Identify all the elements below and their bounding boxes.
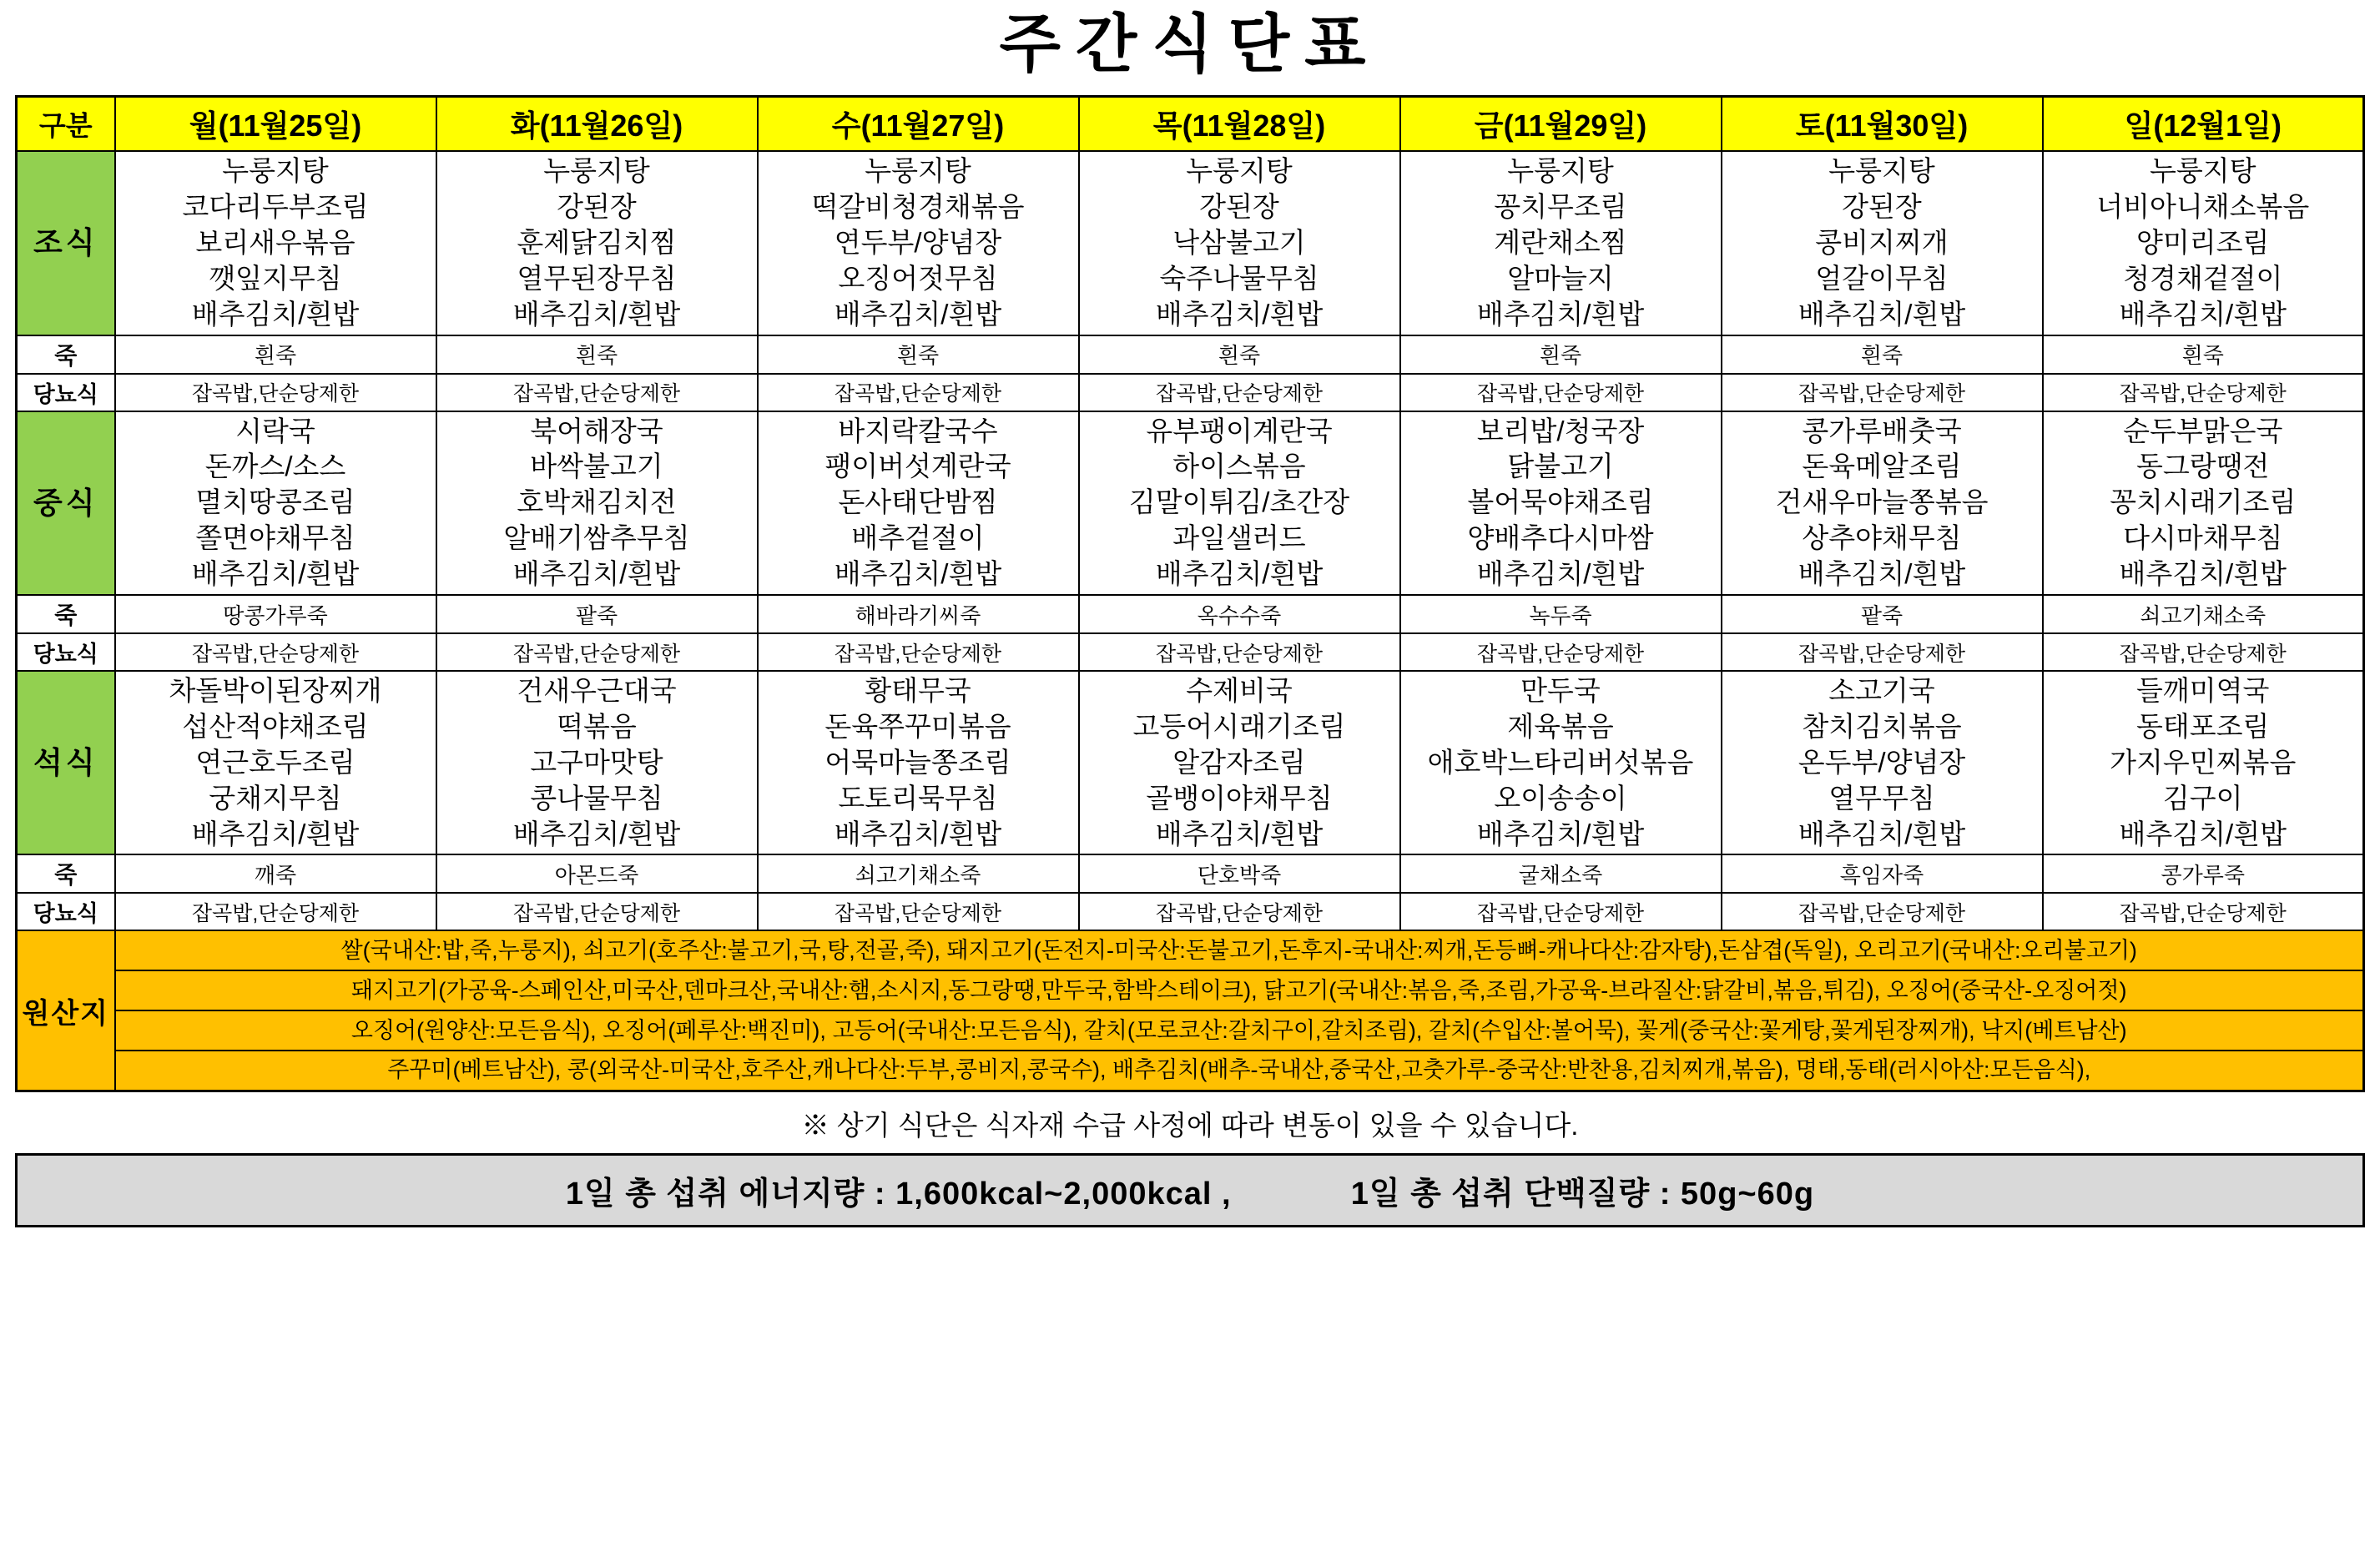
cell-diabetic-mon: 잡곡밥,단순당제한 xyxy=(115,633,436,671)
cell-breakfast-sat xyxy=(1722,151,2043,335)
cell-diabetic-wed: 잡곡밥,단순당제한 xyxy=(758,374,1079,411)
dish: 배추김치/흰밥 xyxy=(1476,818,1645,849)
row-label-origin: 원산지 xyxy=(17,930,115,1091)
header-day-tue: 화(11월26일) xyxy=(436,96,758,151)
dish: 동태포조림 xyxy=(2136,710,2270,742)
dish: 하이스볶음 xyxy=(1172,451,1306,482)
cell-dinner-fri xyxy=(1400,671,1722,854)
cell-porridge-tue: 흰죽 xyxy=(436,335,758,374)
dish: 누룽지탕 xyxy=(1186,155,1293,187)
cell-porridge-tue: 아몬드죽 xyxy=(436,854,758,893)
dish: 배추김치/흰밥 xyxy=(834,298,1002,330)
row-origin-4 xyxy=(17,1051,2364,1091)
dish: 보리새우볶음 xyxy=(195,226,355,258)
cell-lunch-tue xyxy=(436,411,758,595)
row-label-dinner-text: 석식 xyxy=(33,745,98,780)
cell-diabetic-fri: 잡곡밥,단순당제한 xyxy=(1400,893,1722,930)
dish: 동그랑땡전 xyxy=(2136,451,2270,482)
dish: 오이송송이 xyxy=(1494,782,1627,814)
dish: 콩나물무침 xyxy=(530,782,663,814)
dish: 만두국 xyxy=(1520,675,1601,706)
row-label-porridge: 죽 xyxy=(17,335,115,374)
cell-breakfast-wed xyxy=(758,151,1079,335)
dish: 배추김치/흰밥 xyxy=(191,298,360,330)
dish: 고구마맛탕 xyxy=(530,746,663,778)
row-label-diabetic: 당뇨식 xyxy=(17,374,115,411)
dish: 온두부/양념장 xyxy=(1798,746,1966,778)
row-label-diabetic: 당뇨식 xyxy=(17,893,115,930)
cell-porridge-sun: 흰죽 xyxy=(2043,335,2364,374)
row-label-diabetic: 당뇨식 xyxy=(17,633,115,671)
dish: 배추김치/흰밥 xyxy=(191,818,360,849)
dish: 코다리두부조림 xyxy=(182,190,369,222)
cell-diabetic-sun: 잡곡밥,단순당제한 xyxy=(2043,893,2364,930)
cell-porridge-sat: 팥죽 xyxy=(1722,595,2043,633)
dish: 황태무국 xyxy=(865,675,971,706)
dish: 궁채지무침 xyxy=(209,782,342,814)
row-label-lunch xyxy=(17,411,115,595)
dish: 누룽지탕 xyxy=(1507,155,1614,187)
cell-porridge-sun: 쇠고기채소죽 xyxy=(2043,595,2364,633)
cell-porridge-wed: 해바라기씨죽 xyxy=(758,595,1079,633)
dish: 누룽지탕 xyxy=(2149,155,2256,187)
dish: 쫄면야채무침 xyxy=(195,522,355,554)
origin-line-4: 주꾸미(베트남산), 콩(외국산-미국산,호주산,캐나다산:두부,콩비지,콩국수), 배추김치(배추-국내산,중국산,고춧가루-중국산:반찬용,김치찌개,볶음), 명태,동태(러시아산:모든음식), xyxy=(115,1051,2364,1091)
dish: 양배추다시마쌈 xyxy=(1467,522,1654,554)
row-breakfast-porridge xyxy=(17,335,2364,374)
dish: 숙주나물무침 xyxy=(1159,262,1319,294)
cell-breakfast-tue xyxy=(436,151,758,335)
cell-porridge-fri: 녹두죽 xyxy=(1400,595,1722,633)
cell-porridge-mon: 흰죽 xyxy=(115,335,436,374)
cell-lunch-sun xyxy=(2043,411,2364,595)
cell-lunch-mon xyxy=(115,411,436,595)
dish: 골뱅이야채무침 xyxy=(1146,782,1333,814)
dish: 소고기국 xyxy=(1828,675,1935,706)
dish: 배추김치/흰밥 xyxy=(2119,818,2287,849)
cell-dinner-tue xyxy=(436,671,758,854)
cell-porridge-mon: 깨죽 xyxy=(115,854,436,893)
dish: 돈까스/소스 xyxy=(204,451,346,482)
dish: 배추김치/흰밥 xyxy=(1155,558,1324,590)
dish: 배추겉절이 xyxy=(851,522,985,554)
footer-protein: 1일 총 섭취 단백질량 : 50g~60g xyxy=(1350,1176,1815,1212)
header-day-sun: 일(12월1일) xyxy=(2043,96,2364,151)
dish: 누룽지탕 xyxy=(1828,155,1935,187)
dish: 배추김치/흰밥 xyxy=(1155,298,1324,330)
dish: 배추김치/흰밥 xyxy=(1476,558,1645,590)
row-label-breakfast-text: 조식 xyxy=(33,225,98,260)
cell-diabetic-sun: 잡곡밥,단순당제한 xyxy=(2043,633,2364,671)
dish: 돈사태단밤찜 xyxy=(838,486,998,518)
cell-diabetic-mon: 잡곡밥,단순당제한 xyxy=(115,893,436,930)
header-day-sat: 토(11월30일) xyxy=(1722,96,2043,151)
dish: 알마늘지 xyxy=(1507,262,1614,294)
dish: 보리밥/청국장 xyxy=(1476,415,1645,446)
cell-diabetic-sat: 잡곡밥,단순당제한 xyxy=(1722,374,2043,411)
dish: 강된장 xyxy=(1842,190,1922,222)
cell-porridge-sat: 흰죽 xyxy=(1722,335,2043,374)
dish: 너비아니채소볶음 xyxy=(2096,190,2310,222)
cell-porridge-thu: 단호박죽 xyxy=(1079,854,1400,893)
dish: 건새우마늘쫑볶음 xyxy=(1775,486,1989,518)
cell-diabetic-tue: 잡곡밥,단순당제한 xyxy=(436,633,758,671)
dish: 볼어묵야채조림 xyxy=(1467,486,1654,518)
row-breakfast-diabetic xyxy=(17,374,2364,411)
dish: 다시마채무침 xyxy=(2123,522,2283,554)
dish: 배추김치/흰밥 xyxy=(512,818,681,849)
footer-comma: , xyxy=(1222,1176,1232,1212)
dish: 오징어젓무침 xyxy=(838,262,998,294)
cell-porridge-fri: 흰죽 xyxy=(1400,335,1722,374)
cell-diabetic-mon: 잡곡밥,단순당제한 xyxy=(115,374,436,411)
dish: 차돌박이된장찌개 xyxy=(169,675,382,706)
dish: 꽁치무조림 xyxy=(1494,190,1627,222)
row-lunch-porridge xyxy=(17,595,2364,633)
cell-lunch-thu xyxy=(1079,411,1400,595)
cell-breakfast-fri xyxy=(1400,151,1722,335)
dish: 배추김치/흰밥 xyxy=(2119,298,2287,330)
cell-porridge-fri: 굴채소죽 xyxy=(1400,854,1722,893)
row-origin-2 xyxy=(17,970,2364,1010)
dish: 돈육메알조림 xyxy=(1802,451,1962,482)
row-label-porridge: 죽 xyxy=(17,854,115,893)
dish: 배추김치/흰밥 xyxy=(1798,558,1966,590)
dish: 청경채겉절이 xyxy=(2123,262,2283,294)
dish: 배추김치/흰밥 xyxy=(191,558,360,590)
dish: 훈제닭김치찜 xyxy=(517,226,677,258)
dish: 강된장 xyxy=(1199,190,1279,222)
origin-line-3: 오징어(원양산:모든음식), 오징어(페루산:백진미), 고등어(국내산:모든음식), 갈치(모로코산:갈치구이,갈치조림), 갈치(수입산:볼어묵), 꽃게(중국산:꽃게탕,꽃게된장찌개), 낙지(베트남산) xyxy=(115,1010,2364,1051)
dish: 알배기쌈추무침 xyxy=(503,522,690,554)
dish: 알감자조림 xyxy=(1172,746,1306,778)
dish: 배추김치/흰밥 xyxy=(834,818,1002,849)
dish: 연근호두조림 xyxy=(195,746,355,778)
cell-porridge-wed: 쇠고기채소죽 xyxy=(758,854,1079,893)
dish: 돈육쭈꾸미볶음 xyxy=(824,710,1011,742)
weekly-menu-table xyxy=(15,95,2365,1092)
cell-dinner-wed xyxy=(758,671,1079,854)
dish: 닭불고기 xyxy=(1507,451,1614,482)
cell-diabetic-thu: 잡곡밥,단순당제한 xyxy=(1079,633,1400,671)
dish: 배추김치/흰밥 xyxy=(1798,298,1966,330)
page-title: 주간식단표 xyxy=(999,9,1381,80)
cell-diabetic-tue: 잡곡밥,단순당제한 xyxy=(436,893,758,930)
cell-lunch-wed xyxy=(758,411,1079,595)
dish: 팽이버섯계란국 xyxy=(824,451,1011,482)
header-day-thu: 목(11월28일) xyxy=(1079,96,1400,151)
row-dinner-porridge xyxy=(17,854,2364,893)
cell-lunch-sat xyxy=(1722,411,2043,595)
cell-diabetic-sun: 잡곡밥,단순당제한 xyxy=(2043,374,2364,411)
cell-diabetic-fri: 잡곡밥,단순당제한 xyxy=(1400,633,1722,671)
origin-line-1: 쌀(국내산:밥,죽,누룽지), 쇠고기(호주산:불고기,국,탕,전골,죽), 돼지고기(돈전지-미국산:돈불고기,돈후지-국내산:찌개,돈등뼈-캐나다산:감자탕),돈삼겹(독일), 오리고기(국내산:오리불고기) xyxy=(115,930,2364,970)
dish: 과일샐러드 xyxy=(1172,522,1306,554)
dish: 누룽지탕 xyxy=(222,155,329,187)
header-day-fri: 금(11월29일) xyxy=(1400,96,1722,151)
dish: 유부팽이계란국 xyxy=(1146,415,1333,446)
table-header-row xyxy=(17,96,2364,151)
cell-diabetic-fri: 잡곡밥,단순당제한 xyxy=(1400,374,1722,411)
menu-note: ※ 상기 식단은 식자재 수급 사정에 따라 변동이 있을 수 있습니다. xyxy=(801,1109,1579,1141)
cell-dinner-sat xyxy=(1722,671,2043,854)
dish: 북어해장국 xyxy=(530,415,663,446)
cell-diabetic-thu: 잡곡밥,단순당제한 xyxy=(1079,374,1400,411)
dish: 도토리묵무침 xyxy=(838,782,998,814)
cell-diabetic-sat: 잡곡밥,단순당제한 xyxy=(1722,893,2043,930)
dish: 콩비지찌개 xyxy=(1815,226,1949,258)
cell-dinner-mon xyxy=(115,671,436,854)
dish: 가지우민찌볶음 xyxy=(2110,746,2297,778)
cell-porridge-sun: 콩가루죽 xyxy=(2043,854,2364,893)
header-day-mon: 월(11월25일) xyxy=(115,96,436,151)
cell-porridge-thu: 흰죽 xyxy=(1079,335,1400,374)
dish: 애호박느타리버섯볶음 xyxy=(1427,746,1694,778)
row-dinner-diabetic xyxy=(17,893,2364,930)
dish: 배추김치/흰밥 xyxy=(2119,558,2287,590)
dish: 배추김치/흰밥 xyxy=(512,558,681,590)
dish: 건새우근대국 xyxy=(517,675,677,706)
dish: 호박채김치전 xyxy=(517,486,677,518)
row-breakfast xyxy=(17,151,2364,335)
dish: 들깨미역국 xyxy=(2136,675,2270,706)
row-label-breakfast xyxy=(17,151,115,335)
cell-porridge-sat: 흑임자죽 xyxy=(1722,854,2043,893)
dish: 섭산적야채조림 xyxy=(182,710,369,742)
cell-diabetic-thu: 잡곡밥,단순당제한 xyxy=(1079,893,1400,930)
dish: 수제비국 xyxy=(1186,675,1293,706)
dish: 바싹불고기 xyxy=(530,451,663,482)
cell-porridge-tue: 팥죽 xyxy=(436,595,758,633)
nutrition-footer xyxy=(15,1153,2365,1227)
dish: 고등어시래기조림 xyxy=(1132,710,1346,742)
dish: 배추김치/흰밥 xyxy=(1798,818,1966,849)
dish: 낙삼불고기 xyxy=(1172,226,1306,258)
cell-diabetic-wed: 잡곡밥,단순당제한 xyxy=(758,633,1079,671)
header-day-wed: 수(11월27일) xyxy=(758,96,1079,151)
cell-dinner-thu xyxy=(1079,671,1400,854)
row-label-porridge: 죽 xyxy=(17,595,115,633)
dish: 바지락칼국수 xyxy=(838,415,998,446)
dish: 꽁치시래기조림 xyxy=(2110,486,2297,518)
dish: 콩가루배춧국 xyxy=(1802,415,1962,446)
dish: 떡볶음 xyxy=(557,710,637,742)
dish: 배추김치/흰밥 xyxy=(512,298,681,330)
dish: 열무무침 xyxy=(1828,782,1935,814)
dish: 강된장 xyxy=(557,190,637,222)
dish: 누룽지탕 xyxy=(865,155,971,187)
cell-porridge-wed: 흰죽 xyxy=(758,335,1079,374)
dish: 제육볶음 xyxy=(1507,710,1614,742)
row-dinner xyxy=(17,671,2364,854)
cell-breakfast-sun xyxy=(2043,151,2364,335)
dish: 계란채소찜 xyxy=(1494,226,1627,258)
row-origin-3 xyxy=(17,1010,2364,1051)
row-lunch-diabetic xyxy=(17,633,2364,671)
dish: 연두부/양념장 xyxy=(834,226,1002,258)
dish: 어묵마늘쫑조림 xyxy=(824,746,1011,778)
cell-dinner-sun xyxy=(2043,671,2364,854)
dish: 상추야채무침 xyxy=(1802,522,1962,554)
row-label-lunch-text: 중식 xyxy=(33,485,98,520)
dish: 누룽지탕 xyxy=(543,155,650,187)
cell-diabetic-sat: 잡곡밥,단순당제한 xyxy=(1722,633,2043,671)
dish: 얼갈이무침 xyxy=(1815,262,1949,294)
dish: 양미리조림 xyxy=(2136,226,2270,258)
cell-breakfast-mon xyxy=(115,151,436,335)
cell-lunch-fri xyxy=(1400,411,1722,595)
dish: 김구이 xyxy=(2162,782,2243,814)
dish: 순두부맑은국 xyxy=(2123,415,2283,446)
dish: 멸치땅콩조림 xyxy=(195,486,355,518)
cell-breakfast-thu xyxy=(1079,151,1400,335)
row-origin-1 xyxy=(17,930,2364,970)
dish: 김말이튀김/초간장 xyxy=(1128,486,1350,518)
cell-porridge-mon: 땅콩가루죽 xyxy=(115,595,436,633)
header-label: 구분 xyxy=(17,96,115,151)
dish: 참치김치볶음 xyxy=(1802,710,1962,742)
cell-porridge-thu: 옥수수죽 xyxy=(1079,595,1400,633)
dish: 떡갈비청경채볶음 xyxy=(811,190,1025,222)
cell-diabetic-wed: 잡곡밥,단순당제한 xyxy=(758,893,1079,930)
dish: 배추김치/흰밥 xyxy=(1476,298,1645,330)
cell-diabetic-tue: 잡곡밥,단순당제한 xyxy=(436,374,758,411)
row-label-dinner xyxy=(17,671,115,854)
row-lunch xyxy=(17,411,2364,595)
dish: 배추김치/흰밥 xyxy=(1155,818,1324,849)
dish: 깻잎지무침 xyxy=(209,262,342,294)
dish: 배추김치/흰밥 xyxy=(834,558,1002,590)
origin-line-2: 돼지고기(가공육-스페인산,미국산,덴마크산,국내산:햄,소시지,동그랑땡,만두국,함박스테이크), 닭고기(국내산:볶음,죽,조림,가공육-브라질산:닭갈비,볶음,튀김), 오징어(중국산-오징어젓) xyxy=(115,970,2364,1010)
footer-energy: 1일 총 섭취 에너지량 : 1,600kcal~2,000kcal xyxy=(565,1176,1213,1212)
dish: 시락국 xyxy=(235,415,315,446)
dish: 열무된장무침 xyxy=(517,262,677,294)
